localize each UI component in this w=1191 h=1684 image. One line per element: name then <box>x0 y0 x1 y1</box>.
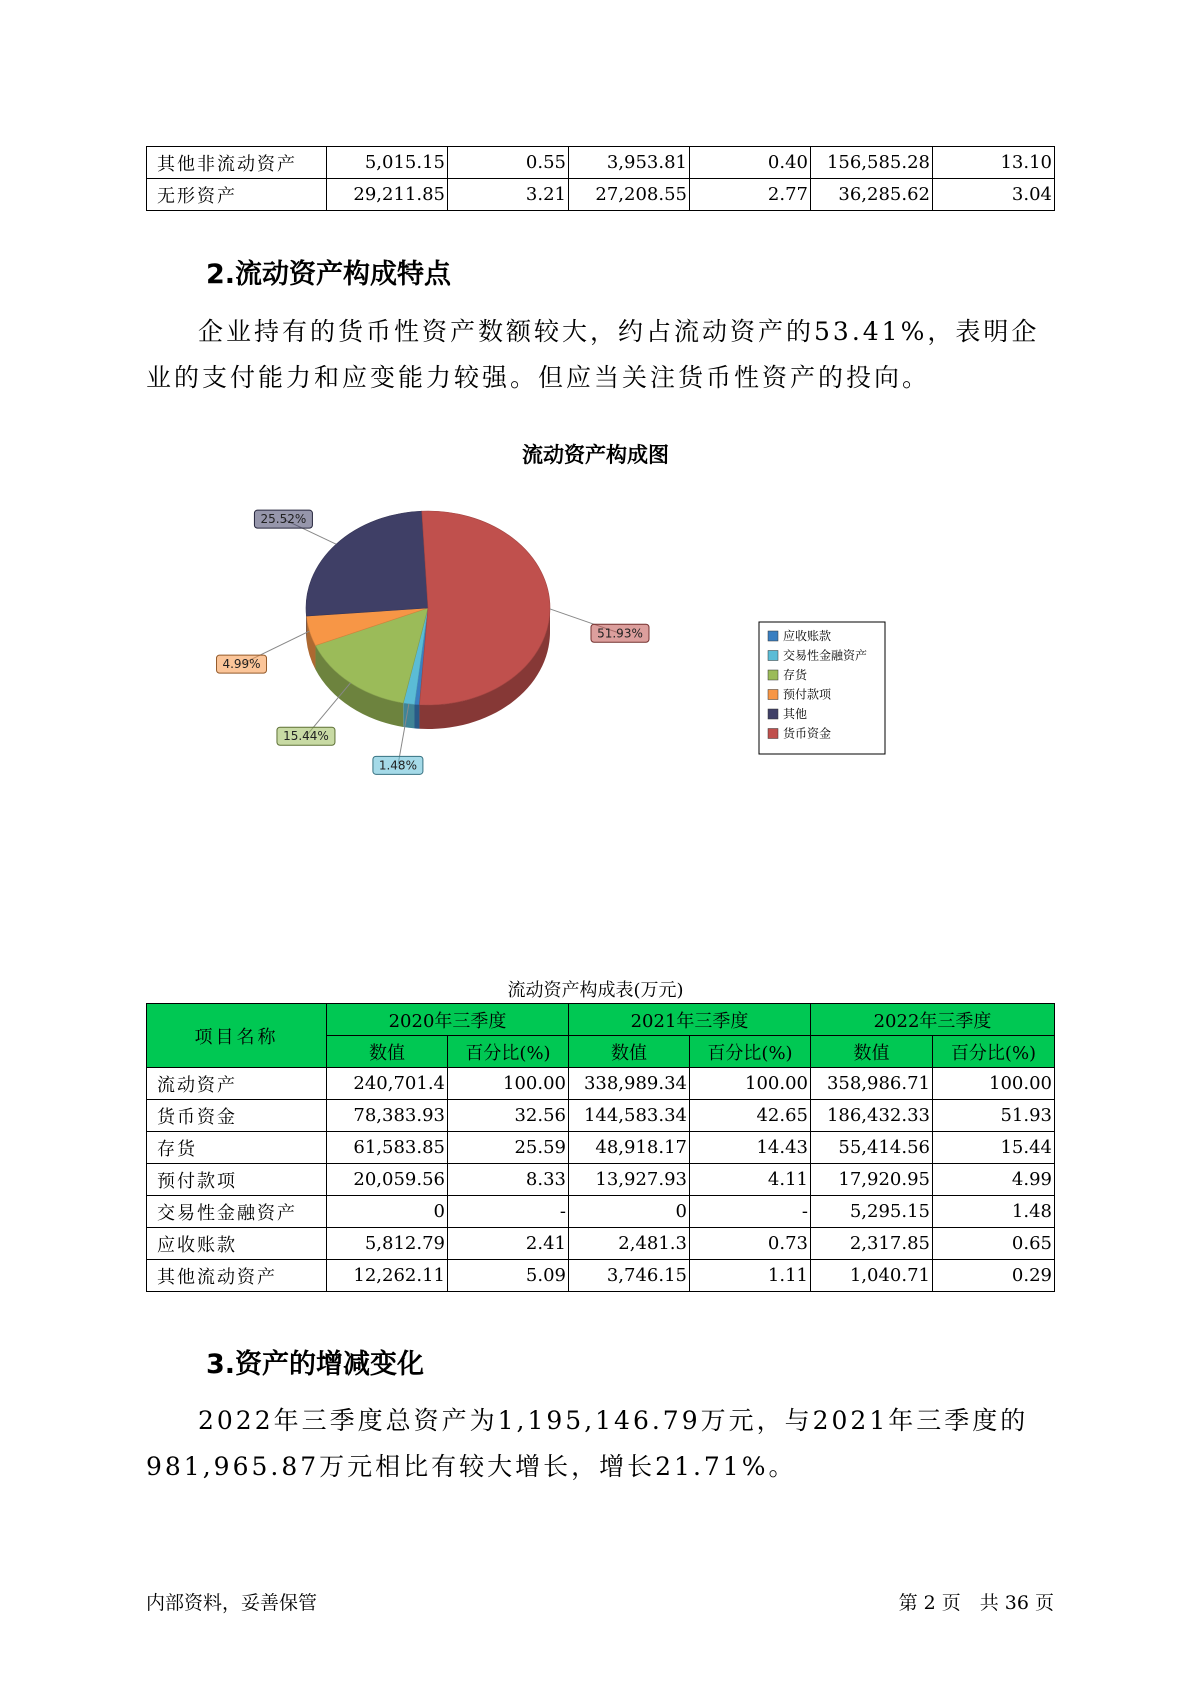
legend-entry: 货币资金 <box>783 726 832 741</box>
legend-entry: 应收账款 <box>783 629 832 643</box>
cell-v1: 29,211.85 <box>327 179 448 211</box>
legend-swatch <box>768 709 778 719</box>
table-row <box>147 1196 1055 1228</box>
header-value-2020: 数值 <box>327 1036 448 1068</box>
cell-v2: 144,583.34 <box>569 1100 690 1132</box>
cell-p3: 0.29 <box>933 1260 1055 1292</box>
cell-p3: 1.48 <box>933 1196 1055 1228</box>
cell-v1: 5,015.15 <box>327 147 448 179</box>
table-caption: 流动资产构成表(万元) <box>507 980 684 1001</box>
cell-p2: 4.11 <box>690 1164 811 1196</box>
pie-side-应收账款 <box>415 704 420 728</box>
header-item-name: 项目名称 <box>147 1004 327 1068</box>
cell-p1: 5.09 <box>448 1260 569 1292</box>
pie-data-label: 15.44% <box>283 729 329 744</box>
cell-v2: 3,746.15 <box>569 1260 690 1292</box>
cell-v2: 27,208.55 <box>569 179 690 211</box>
cell-v3: 5,295.15 <box>811 1196 933 1228</box>
row-label: 货币资金 <box>147 1100 327 1132</box>
legend-swatch <box>768 729 778 739</box>
cell-p3: 51.93 <box>933 1100 1055 1132</box>
table-row <box>147 1068 1055 1100</box>
cell-v3: 1,040.71 <box>811 1260 933 1292</box>
header-period-2021: 2021年三季度 <box>569 1004 811 1036</box>
legend-entry: 预付款项 <box>783 687 832 702</box>
cell-p3: 0.65 <box>933 1228 1055 1260</box>
pie-data-label: 4.99% <box>222 657 261 672</box>
cell-v3: 186,432.33 <box>811 1100 933 1132</box>
cell-v3: 156,585.28 <box>811 147 933 179</box>
cell-p1: 8.33 <box>448 1164 569 1196</box>
cell-p2: 14.43 <box>690 1132 811 1164</box>
cell-v2: 0 <box>569 1196 690 1228</box>
header-pct-2021: 百分比(%) <box>690 1036 811 1068</box>
cell-v2: 3,953.81 <box>569 147 690 179</box>
cell-p2: 42.65 <box>690 1100 811 1132</box>
row-label: 其他流动资产 <box>147 1260 327 1292</box>
row-label: 交易性金融资产 <box>147 1196 327 1228</box>
section-2-paragraph: 企业持有的货币性资产数额较大，约占流动资产的53.41%，表明企业的支付能力和应变能力较强。但应当关注货币性资产的投向。 <box>146 317 1040 392</box>
cell-p1: 100.00 <box>448 1068 569 1100</box>
cell-p1: 25.59 <box>448 1132 569 1164</box>
cell-v1: 78,383.93 <box>327 1100 448 1132</box>
cell-p1: 2.41 <box>448 1228 569 1260</box>
section-3-paragraph: 2022年三季度总资产为1,195,146.79万元，与2021年三季度的981,965.87万元相比有较大增长，增长21.71%。 <box>146 1406 1029 1481</box>
legend-swatch <box>768 670 778 680</box>
cell-p1: - <box>448 1196 569 1228</box>
cell-p3: 15.44 <box>933 1132 1055 1164</box>
cell-v3: 17,920.95 <box>811 1164 933 1196</box>
cell-v2: 13,927.93 <box>569 1164 690 1196</box>
row-label: 预付款项 <box>147 1164 327 1196</box>
cell-v3: 36,285.62 <box>811 179 933 211</box>
legend-swatch <box>768 690 778 700</box>
header-value-2021: 数值 <box>569 1036 690 1068</box>
cell-p3: 100.00 <box>933 1068 1055 1100</box>
footer-page-number: 第 2 页 共 36 页 <box>898 1592 1054 1614</box>
cell-v1: 240,701.4 <box>327 1068 448 1100</box>
section-heading-2: 2.流动资产构成特点 <box>206 259 452 290</box>
cell-v2: 2,481.3 <box>569 1228 690 1260</box>
cell-v3: 55,414.56 <box>811 1132 933 1164</box>
row-label: 应收账款 <box>147 1228 327 1260</box>
pie-slice-其他 <box>306 511 428 616</box>
cell-p1: 3.21 <box>448 179 569 211</box>
legend-swatch <box>768 651 778 661</box>
cell-v2: 48,918.17 <box>569 1132 690 1164</box>
legend-entry: 存货 <box>783 668 808 682</box>
cell-p2: - <box>690 1196 811 1228</box>
cell-v1: 5,812.79 <box>327 1228 448 1260</box>
table-row <box>147 1100 1055 1132</box>
legend-swatch <box>768 631 778 641</box>
cell-p1: 0.55 <box>448 147 569 179</box>
header-period-2020: 2020年三季度 <box>327 1004 569 1036</box>
legend-entry: 其他 <box>783 707 808 721</box>
cell-p2: 100.00 <box>690 1068 811 1100</box>
table-row <box>147 1132 1055 1164</box>
table-row <box>147 1164 1055 1196</box>
cell-v1: 0 <box>327 1196 448 1228</box>
cell-p3: 4.99 <box>933 1164 1055 1196</box>
row-label: 存货 <box>147 1132 327 1164</box>
row-label: 其他非流动资产 <box>147 147 327 179</box>
cell-p1: 32.56 <box>448 1100 569 1132</box>
legend-entry: 交易性金融资产 <box>783 648 868 663</box>
cell-v3: 358,986.71 <box>811 1068 933 1100</box>
cell-p3: 13.10 <box>933 147 1055 179</box>
current-assets-table <box>146 1003 1055 1292</box>
cell-p2: 1.11 <box>690 1260 811 1292</box>
header-period-2022: 2022年三季度 <box>811 1004 1055 1036</box>
cell-v1: 12,262.11 <box>327 1260 448 1292</box>
header-pct-2022: 百分比(%) <box>933 1036 1055 1068</box>
cell-v1: 61,583.85 <box>327 1132 448 1164</box>
pie-data-label: 51.93% <box>597 626 643 641</box>
pie-data-label: 1.48% <box>378 758 417 773</box>
section-heading-3: 3.资产的增减变化 <box>206 1349 425 1380</box>
cell-p3: 3.04 <box>933 179 1055 211</box>
pie-data-label: 25.52% <box>260 512 307 527</box>
cell-p2: 0.73 <box>690 1228 811 1260</box>
chart-title: 流动资产构成图 <box>522 443 669 467</box>
row-label: 无形资产 <box>147 179 327 211</box>
cell-v2: 338,989.34 <box>569 1068 690 1100</box>
cell-p2: 0.40 <box>690 147 811 179</box>
table-row <box>147 1260 1055 1292</box>
header-pct-2020: 百分比(%) <box>448 1036 569 1068</box>
table-row <box>147 1228 1055 1260</box>
header-value-2022: 数值 <box>811 1036 933 1068</box>
cell-v1: 20,059.56 <box>327 1164 448 1196</box>
cell-p2: 2.77 <box>690 179 811 211</box>
row-label: 流动资产 <box>147 1068 327 1100</box>
cell-v3: 2,317.85 <box>811 1228 933 1260</box>
footer-confidential-note: 内部资料，妥善保管 <box>146 1592 318 1614</box>
